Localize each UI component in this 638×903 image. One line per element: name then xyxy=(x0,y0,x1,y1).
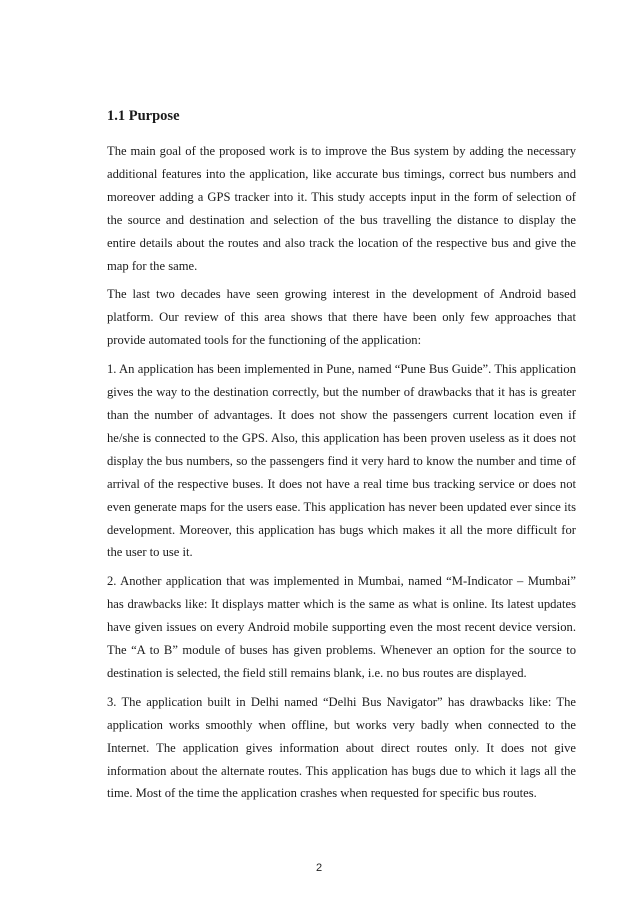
paragraph-delhi-bus-navigator: 3. The application built in Delhi named “Delhi Bus Navigator” has drawbacks like: The application works smoothly when offline, but works very badly when connected to the Internet. The application gives information about direct routes only. It does not give information about the alternate routes. This application has bugs due to which it lags all the time. Most of the time the application crashes when requested for specific bus routes. xyxy=(107,694,576,801)
paragraph-m-indicator: 2. Another application that was implemented in Mumbai, named “M-Indicator – Mumbai” has drawbacks like: It displays matter which is the same as what is online. Its latest updates have given issues on every Android mobile supporting even the most recent device version. The “A to B” module of buses has given problems. Whenever an option for the source to destination is selected, the field still remains blank, i.e. no bus routes are displayed. xyxy=(107,574,576,680)
paragraph-purpose: The main goal of the proposed work is to improve the Bus system by adding the necessary additional features into the application, like accurate bus timings, correct bus numbers and moreover adding a GPS tracker into it. This study accepts input in the form of selection of the source and destination and selection of the bus travelling the distance to display the entire details about the routes and also track the location of the respective bus and give the map for the same. xyxy=(107,144,576,273)
page-number: 2 xyxy=(315,862,323,874)
page-content xyxy=(107,106,576,811)
paragraph-pune-bus-guide: 1. An application has been implemented in Pune, named “Pune Bus Guide”. This application gives the way to the destination correctly, but the number of drawbacks that it has is greater than the number of advantages. It does not show the passengers current location even if he/she is connected to the GPS. Also, this application has been proven useless as it does not display the bus numbers, so the passengers find it very hard to know the number and time of arrival of the respective buses. It does not have a real time bus tracking service or does not even generate maps for the users ease. This application has never been updated ever since its development. Moreover, this application has bugs which makes it all the more difficult for the user to use it. xyxy=(107,362,576,560)
paragraph-background: The last two decades have seen growing interest in the development of Android based platform. Our review of this area shows that there have been only few approaches that provide automated tools for the functioning of the application: xyxy=(107,287,576,348)
section-heading: 1.1 Purpose xyxy=(107,108,180,124)
